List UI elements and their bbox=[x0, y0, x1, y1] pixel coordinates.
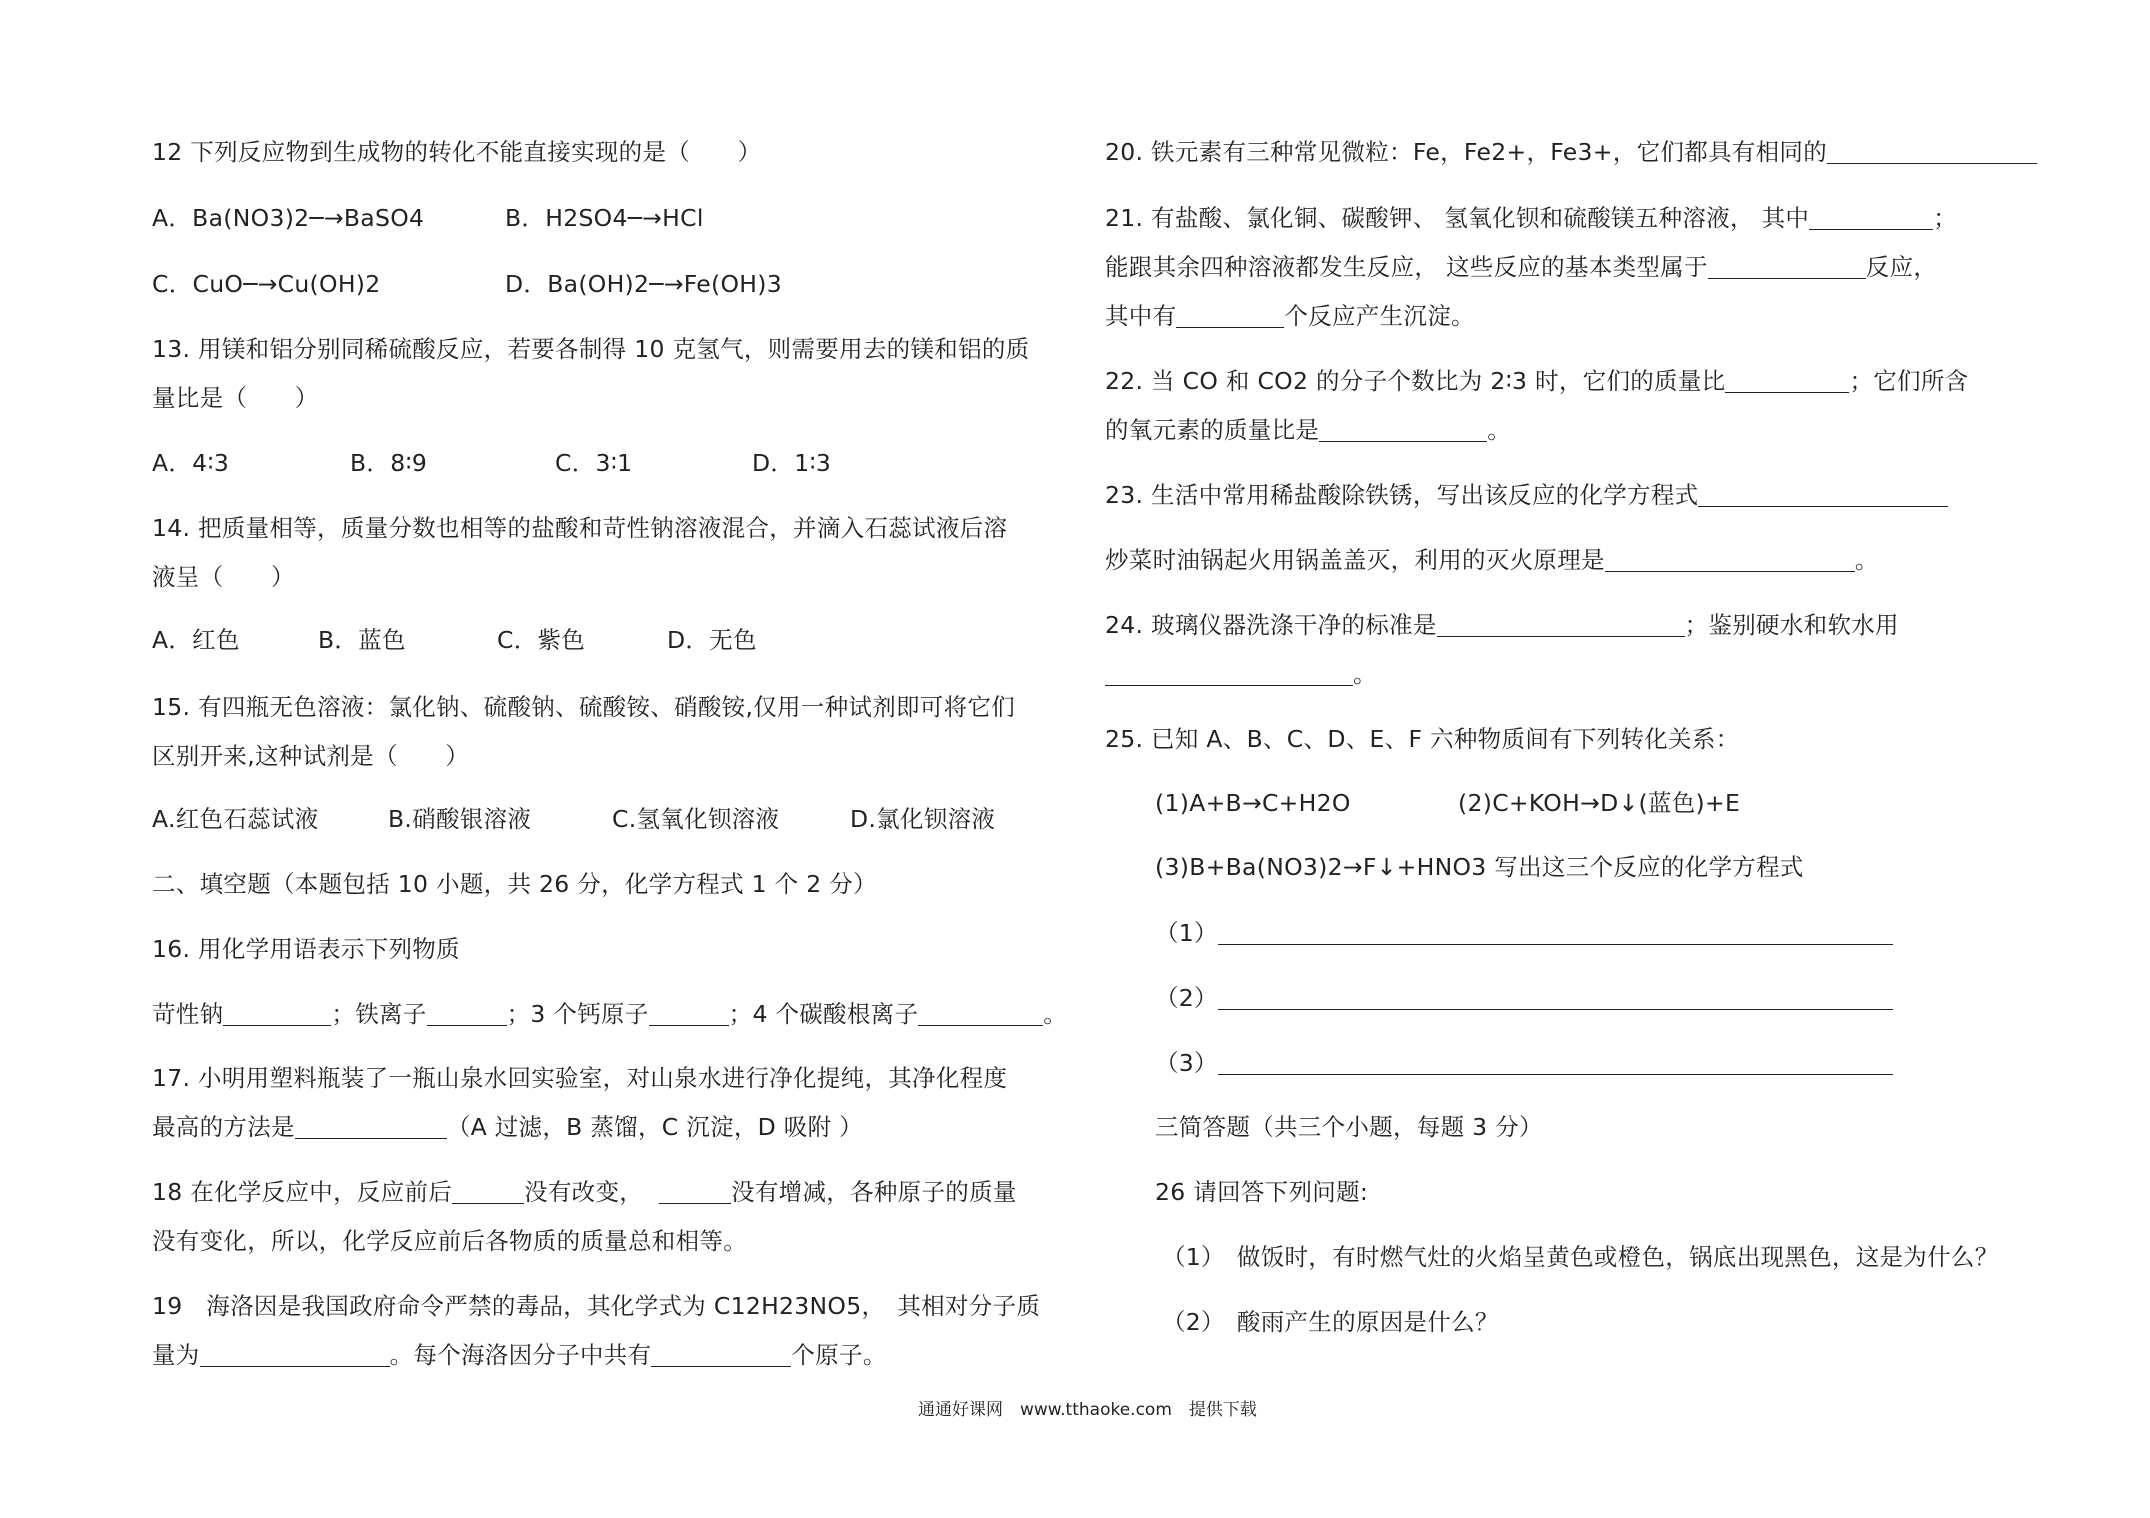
q22-text-4: 。 bbox=[1487, 416, 1512, 444]
q16-text-5: 。 bbox=[1043, 1000, 1068, 1028]
q18-text-1: 18 在化学反应中，反应前后 bbox=[152, 1178, 453, 1206]
q22-text-1: 22. 当 CO 和 CO2 的分子个数比为 2∶3 时，它们的质量比 bbox=[1105, 367, 1726, 395]
q25-reaction-2: (2)C+KOH→D↓(蓝色)+E bbox=[1458, 789, 1741, 817]
q18-blank-2[interactable] bbox=[659, 1179, 731, 1204]
section2-heading: 二、填空题（本题包括 10 小题，共 26 分，化学方程式 1 个 2 分） bbox=[152, 870, 877, 898]
q21-text-1: 21. 有盐酸、氯化铜、碳酸钾、 氢氧化钡和硫酸镁五种溶液， 其中 bbox=[1105, 204, 1810, 232]
q26-sub-1: （1） 做饭时，有时燃气灶的火焰呈黄色或橙色，锅底出现黑色，这是为什么？ bbox=[1162, 1243, 1999, 1271]
q21-blank-1[interactable] bbox=[1809, 205, 1933, 230]
q25-answer-1 bbox=[1155, 917, 1893, 949]
page-footer: 通通好课网 www.tthaoke.com 提供下载 bbox=[918, 1400, 1257, 1420]
q23-text-3: 。 bbox=[1854, 546, 1879, 574]
q13-option-a: A．4∶3 bbox=[152, 449, 230, 477]
q17-text-2: （A 过滤，B 蒸馏，C 沉淀，D 吸附 ） bbox=[446, 1113, 863, 1141]
q16-text-2: ；铁离子 bbox=[331, 1000, 427, 1028]
q16-text-4: ；4 个碳酸根离子 bbox=[728, 1000, 919, 1028]
q22-line2 bbox=[1105, 414, 1511, 446]
q18-line1 bbox=[152, 1176, 1017, 1208]
q19-line2 bbox=[152, 1339, 887, 1371]
q19-blank-2[interactable] bbox=[651, 1342, 791, 1367]
q19-text-2: 。每个海洛因分子中共有 bbox=[389, 1341, 652, 1369]
q12-stem: 12 下列反应物到生成物的转化不能直接实现的是（ ） bbox=[152, 138, 762, 166]
q17-blank[interactable] bbox=[295, 1114, 447, 1139]
q25-answer-3 bbox=[1155, 1047, 1893, 1079]
q25-stem: 25. 已知 A、B、C、D、E、F 六种物质间有下列转化关系： bbox=[1105, 725, 1740, 753]
q21-blank-2[interactable] bbox=[1708, 254, 1866, 279]
q21-text-2: ； bbox=[1933, 204, 1957, 232]
q20-line bbox=[1105, 136, 2037, 168]
q15-option-d: D.氯化钡溶液 bbox=[850, 805, 996, 833]
q23-blank-1[interactable] bbox=[1698, 482, 1948, 507]
q12-option-b: B．H2SO4─→HCl bbox=[505, 204, 704, 232]
q19-text-3: 个原子。 bbox=[791, 1341, 887, 1369]
q25-answer-2 bbox=[1155, 982, 1893, 1014]
q13-option-b: B．8∶9 bbox=[350, 449, 428, 477]
q18-text-2: 没有改变， bbox=[524, 1178, 644, 1206]
q15-line2: 区别开来,这种试剂是（ ） bbox=[152, 742, 470, 770]
q21-blank-3[interactable] bbox=[1176, 303, 1284, 328]
q12-option-c: C．CuO─→Cu(OH)2 bbox=[152, 270, 381, 298]
q25-answer-label-1: （1） bbox=[1155, 919, 1218, 947]
q24-blank-1[interactable] bbox=[1437, 612, 1685, 637]
q25-reaction-3: (3)B+Ba(NO3)2→F↓+HNO3 写出这三个反应的化学方程式 bbox=[1155, 853, 1804, 881]
q13-line1: 13. 用镁和铝分别同稀硫酸反应，若要各制得 10 克氢气，则需要用去的镁和铝的质 bbox=[152, 335, 1030, 363]
q16-text-3: ；3 个钙原子 bbox=[506, 1000, 649, 1028]
q23-text-2: 炒菜时油锅起火用锅盖盖灭，利用的灭火原理是 bbox=[1105, 546, 1605, 574]
q19-line1: 19 海洛因是我国政府命令严禁的毒品，其化学式为 C12H23NO5， 其相对分子质 bbox=[152, 1292, 1041, 1320]
q12-option-d: D．Ba(OH)2─→Fe(OH)3 bbox=[505, 270, 782, 298]
q25-answer-blank-2[interactable] bbox=[1218, 985, 1893, 1010]
q14-option-d: D．无色 bbox=[667, 626, 757, 654]
q19-blank-1[interactable] bbox=[200, 1342, 390, 1367]
q16-blank-4[interactable] bbox=[918, 1001, 1043, 1026]
q22-blank-1[interactable] bbox=[1725, 368, 1849, 393]
q16-blank-2[interactable] bbox=[427, 1001, 507, 1026]
q21-text-5: 其中有 bbox=[1105, 302, 1177, 330]
q15-option-a: A.红色石蕊试液 bbox=[152, 805, 319, 833]
q13-option-c: C．3∶1 bbox=[555, 449, 633, 477]
q25-answer-label-3: （3） bbox=[1155, 1049, 1218, 1077]
q24-text-3: 。 bbox=[1353, 660, 1377, 688]
q25-answer-blank-1[interactable] bbox=[1218, 920, 1893, 945]
q21-text-6: 个反应产生沉淀。 bbox=[1284, 302, 1475, 330]
q21-text-4: 反应， bbox=[1865, 253, 1938, 281]
q19-text-1: 量为 bbox=[152, 1341, 200, 1369]
q24-line1 bbox=[1105, 609, 1899, 641]
q23-text-1: 23. 生活中常用稀盐酸除铁锈，写出该反应的化学方程式 bbox=[1105, 481, 1699, 509]
q21-line2 bbox=[1105, 251, 1937, 283]
q14-line1: 14. 把质量相等，质量分数也相等的盐酸和苛性钠溶液混合，并滴入石蕊试液后溶 bbox=[152, 514, 1008, 542]
q22-line1 bbox=[1105, 365, 1968, 397]
q24-blank-2[interactable] bbox=[1105, 661, 1353, 686]
q14-option-c: C．紫色 bbox=[497, 626, 586, 654]
q22-text-2: ；它们所含 bbox=[1849, 367, 1969, 395]
q16-fill-line bbox=[152, 998, 1067, 1030]
q12-option-a: A．Ba(NO3)2─→BaSO4 bbox=[152, 204, 425, 232]
q23-line2 bbox=[1105, 544, 1879, 576]
q21-line3 bbox=[1105, 300, 1475, 332]
q24-text-2: ；鉴别硬水和软水用 bbox=[1684, 611, 1899, 639]
q16-stem: 16. 用化学用语表示下列物质 bbox=[152, 935, 460, 963]
q17-text-1: 最高的方法是 bbox=[152, 1113, 295, 1141]
q24-text-1: 24. 玻璃仪器洗涤干净的标准是 bbox=[1105, 611, 1437, 639]
q14-option-b: B．蓝色 bbox=[318, 626, 406, 654]
q13-option-d: D．1∶3 bbox=[752, 449, 832, 477]
section3-heading: 三简答题（共三个小题，每题 3 分） bbox=[1155, 1113, 1543, 1141]
q15-option-b: B.硝酸银溶液 bbox=[388, 805, 532, 833]
q14-option-a: A．红色 bbox=[152, 626, 240, 654]
q16-blank-3[interactable] bbox=[649, 1001, 729, 1026]
q25-answer-label-2: （2） bbox=[1155, 984, 1218, 1012]
q15-option-c: C.氢氧化钡溶液 bbox=[612, 805, 780, 833]
q18-text-3: 没有增减，各种原子的质量 bbox=[731, 1178, 1017, 1206]
q17-line1: 17. 小明用塑料瓶装了一瓶山泉水回实验室，对山泉水进行净化提纯，其净化程度 bbox=[152, 1064, 1008, 1092]
q23-blank-2[interactable] bbox=[1605, 547, 1855, 572]
q22-blank-2[interactable] bbox=[1319, 417, 1487, 442]
q24-line2 bbox=[1105, 658, 1377, 690]
q25-answer-blank-3[interactable] bbox=[1218, 1050, 1893, 1075]
q23-line1 bbox=[1105, 479, 1948, 511]
q14-line2: 液呈（ ） bbox=[152, 563, 295, 591]
q18-blank-1[interactable] bbox=[452, 1179, 524, 1204]
q21-text-3: 能跟其余四种溶液都发生反应， 这些反应的基本类型属于 bbox=[1105, 253, 1708, 281]
q13-line2: 量比是（ ） bbox=[152, 384, 319, 412]
q21-line1 bbox=[1105, 202, 1957, 234]
q17-line2 bbox=[152, 1111, 863, 1143]
q20-blank[interactable] bbox=[1827, 139, 2037, 164]
q15-line1: 15. 有四瓶无色溶液：氯化钠、硫酸钠、硫酸铵、硝酸铵,仅用一种试剂即可将它们 bbox=[152, 693, 1016, 721]
q26-stem: 26 请回答下列问题: bbox=[1155, 1178, 1369, 1206]
q20-text: 20. 铁元素有三种常见微粒：Fe，Fe2+，Fe3+，它们都具有相同的 bbox=[1105, 138, 1827, 166]
q22-text-3: 的氧元素的质量比是 bbox=[1105, 416, 1320, 444]
q26-sub-2: （2） 酸雨产生的原因是什么？ bbox=[1162, 1308, 1499, 1336]
q18-line2: 没有变化，所以，化学反应前后各物质的质量总和相等。 bbox=[152, 1227, 747, 1255]
q25-reaction-1: (1)A+B→C+H2O bbox=[1155, 789, 1351, 817]
q16-text-1: 苛性钠 bbox=[152, 1000, 224, 1028]
q16-blank-1[interactable] bbox=[223, 1001, 331, 1026]
